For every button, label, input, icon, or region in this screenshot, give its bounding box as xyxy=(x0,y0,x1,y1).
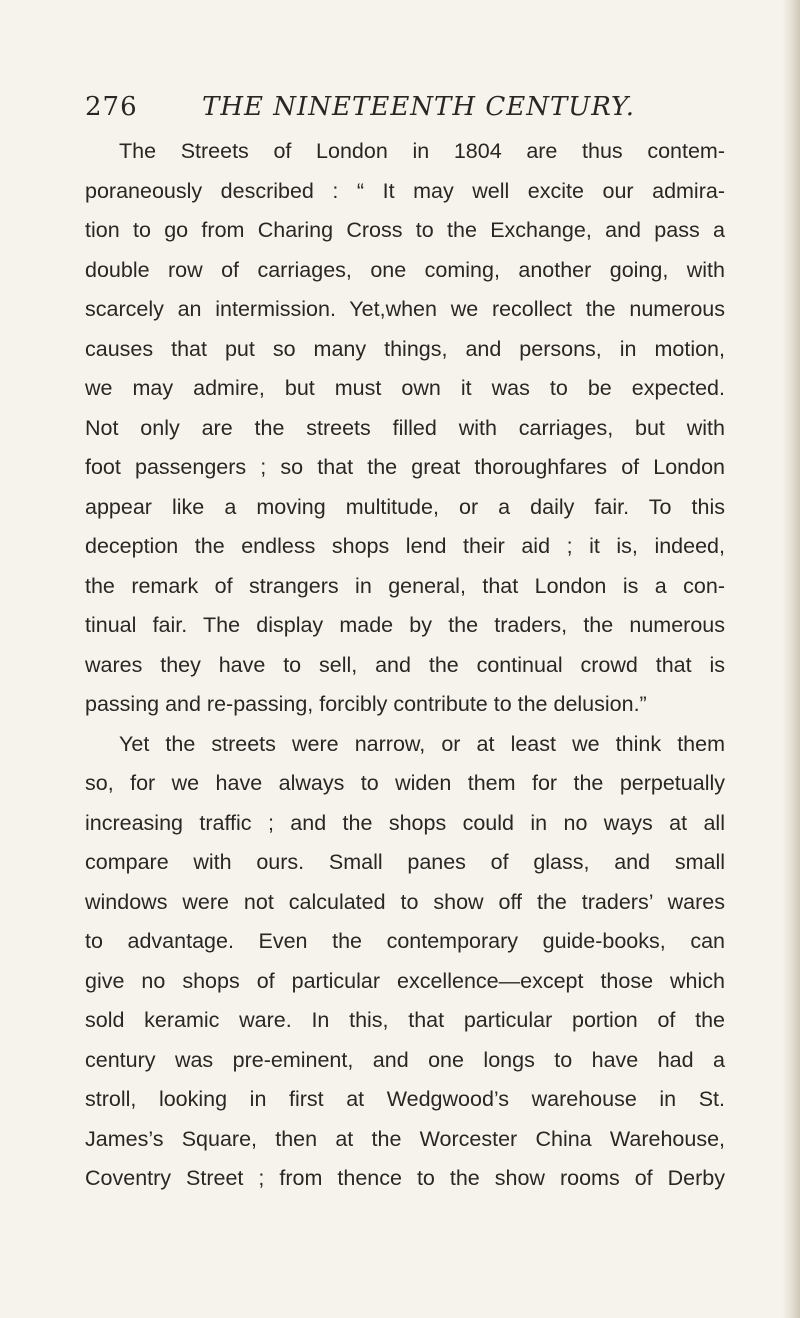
text-line: we may admire, but must own it was to be expected. xyxy=(85,376,725,400)
text-line: tinual fair. The display made by the traders, the numerous xyxy=(85,613,725,637)
text-line: Coventry Street ; from thence to the show rooms of Derby xyxy=(85,1166,725,1190)
text-line: passing and re-passing, forcibly contribute to the delusion.” xyxy=(85,692,647,716)
text-line: double row of carriages, one coming, another going, with xyxy=(85,257,725,282)
text-line: give no shops of particular excellence—except those which xyxy=(85,968,725,993)
page-header xyxy=(85,92,725,132)
text-line: the remark of strangers in general, that London is a con- xyxy=(85,573,725,598)
text-line: century was pre-eminent, and one longs to have had a xyxy=(85,1047,725,1072)
running-head: THE NINETEENTH CENTURY. xyxy=(202,92,636,122)
text-line: stroll, looking in first at Wedgwood’s warehouse in St. xyxy=(85,1087,725,1111)
text-line: deception the endless shops lend their aid ; it is, indeed, xyxy=(85,534,725,558)
text-line: James’s Square, then at the Worcester China Warehouse, xyxy=(85,1126,725,1151)
text-line: wares they have to sell, and the continual crowd that is xyxy=(85,652,725,677)
text-line: sold keramic ware. In this, that particular portion of the xyxy=(85,1008,725,1032)
text-line: causes that put so many things, and persons, in motion, xyxy=(85,336,725,361)
text-line: so, for we have always to widen them for the perpetually xyxy=(85,771,725,795)
text-line: poraneously described : “ It may well excite our admira- xyxy=(85,178,725,203)
text-line: to advantage. Even the contemporary guide-books, can xyxy=(85,929,725,953)
text-line: compare with ours. Small panes of glass, and small xyxy=(85,850,725,874)
text-line: scarcely an intermission. Yet,when we recollect the numerous xyxy=(85,297,725,321)
page-edge-shadow xyxy=(782,0,800,1318)
text-line: increasing traffic ; and the shops could in no ways at all xyxy=(85,810,725,835)
text-line: The Streets of London in 1804 are thus contem- xyxy=(119,139,725,163)
page-number: 276 xyxy=(85,92,138,122)
text-line: Not only are the streets filled with carriages, but with xyxy=(85,415,725,440)
text-line: tion to go from Charing Cross to the Exchange, and pass a xyxy=(85,218,725,242)
text-line: Yet the streets were narrow, or at least we think them xyxy=(119,731,725,756)
text-line: windows were not calculated to show off the traders’ wares xyxy=(85,889,725,914)
text-line: foot passengers ; so that the great thoroughfares of London xyxy=(85,455,725,479)
body-text xyxy=(85,132,725,1199)
text-line: appear like a moving multitude, or a daily fair. To this xyxy=(85,494,725,519)
